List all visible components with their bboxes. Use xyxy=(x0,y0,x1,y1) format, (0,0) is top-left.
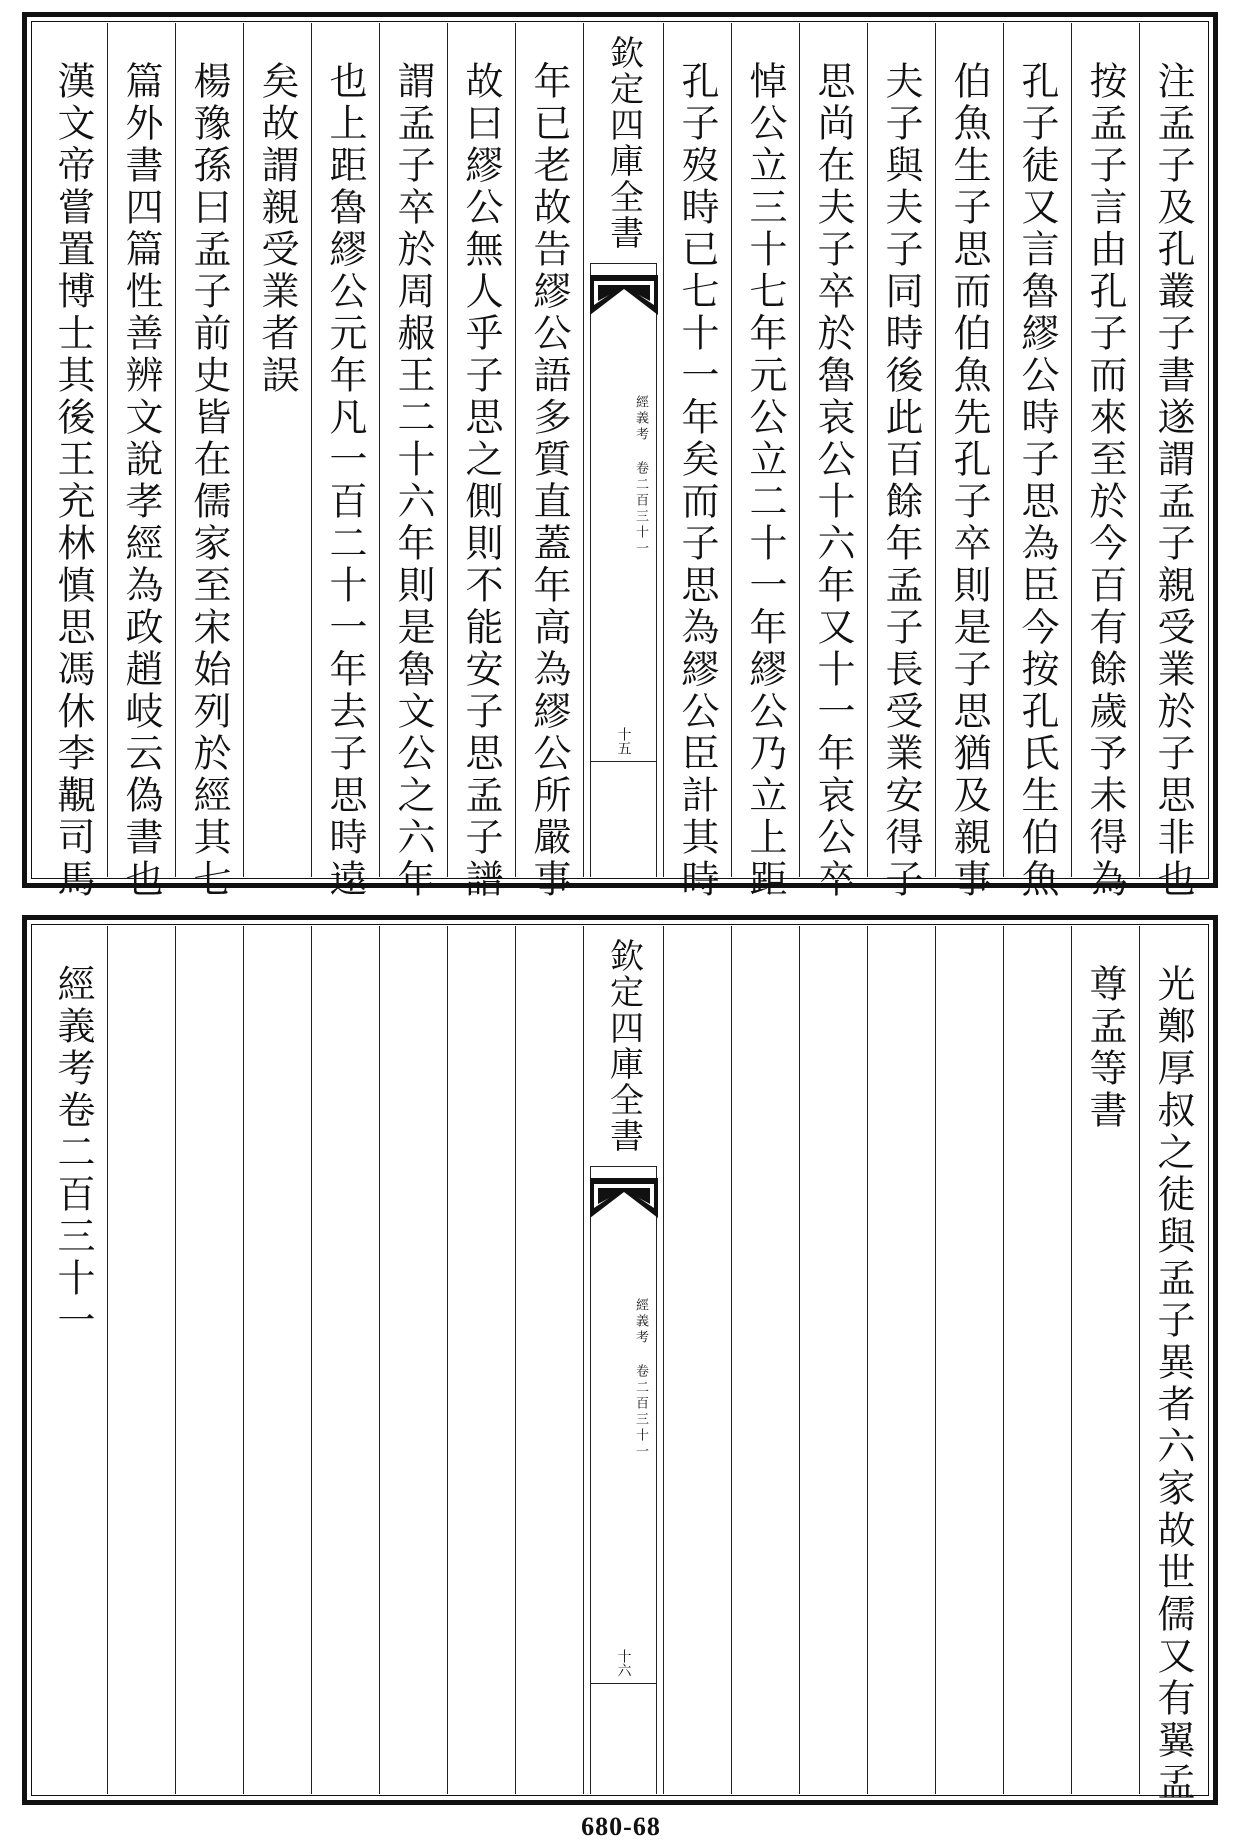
column-text: 夫子與夫子同時後此百餘年孟子長受業安得子 xyxy=(879,61,923,901)
book-title: 欽定四庫全書 xyxy=(590,23,657,264)
column-text: 尊孟等書 xyxy=(1083,964,1127,1132)
text-column xyxy=(311,23,379,901)
text-column xyxy=(799,23,867,901)
folio-number: 十五 xyxy=(590,721,657,762)
text-column xyxy=(1003,23,1071,901)
text-column xyxy=(935,23,1003,901)
column-text: 悼公立三十七年元公立二十一年繆公乃立上距 xyxy=(743,61,787,901)
text-column xyxy=(731,926,799,1794)
text-column xyxy=(175,926,243,1794)
fishtail-ornament-icon xyxy=(590,1178,658,1218)
text-column xyxy=(663,23,731,901)
text-column xyxy=(379,23,447,901)
column-text: 孔子徒又言魯繆公時子思為臣今按孔氏生伯魚 xyxy=(1015,61,1059,901)
column-text: 故曰繆公無人乎子思之側則不能安子思孟子譜 xyxy=(459,61,503,901)
text-column xyxy=(867,926,935,1794)
fishtail-ornament-icon xyxy=(590,275,658,315)
column-text: 楊豫孫曰孟子前史皆在儒家至宋始列於經其七 xyxy=(187,61,231,901)
text-column xyxy=(731,23,799,901)
column-text: 篇外書四篇性善辨文說孝經為政趙岐云偽書也 xyxy=(119,61,163,901)
text-column xyxy=(935,926,1003,1794)
column-text: 注孟子及孔叢子書遂謂孟子親受業於子思非也 xyxy=(1151,61,1195,901)
text-column xyxy=(175,23,243,901)
text-column xyxy=(515,23,583,901)
center-fold-column xyxy=(583,926,663,1794)
text-column xyxy=(1071,926,1139,1794)
column-text: 謂孟子卒於周赧王二十六年則是魯文公之六年 xyxy=(391,61,435,901)
column-text: 年已老故告繆公語多質直蓋年高為繆公所嚴事 xyxy=(527,61,571,901)
top-page-frame xyxy=(22,12,1218,901)
text-column xyxy=(243,926,311,1794)
book-title: 欽定四庫全書 xyxy=(590,926,657,1167)
text-column xyxy=(1071,23,1139,901)
text-column xyxy=(39,23,107,901)
text-column xyxy=(243,23,311,877)
center-fold-column xyxy=(583,23,663,877)
column-text: 經義考卷二百三十一 xyxy=(51,964,95,1342)
text-column xyxy=(799,926,867,1794)
column-text: 按孟子言由孔子而來至於今百有餘歲予未得為 xyxy=(1083,61,1127,901)
text-column xyxy=(447,926,515,1794)
text-column xyxy=(311,926,379,1794)
volume-label: 經義考 卷二百三十一 xyxy=(633,1298,648,1460)
column-text: 矣故謂親受業者誤 xyxy=(255,61,299,397)
top-columns xyxy=(33,23,1207,901)
text-column xyxy=(663,926,731,1794)
text-column xyxy=(379,926,447,1794)
bottom-page-frame xyxy=(22,915,1218,1805)
text-column xyxy=(867,23,935,901)
folio-number: 十六 xyxy=(590,1643,657,1684)
text-column xyxy=(1139,23,1207,901)
column-text: 思尚在夫子卒於魯哀公十六年又十一年哀公卒 xyxy=(811,61,855,901)
text-column xyxy=(515,926,583,1794)
bottom-columns xyxy=(33,926,1207,1804)
text-column xyxy=(447,23,515,901)
text-column xyxy=(1139,926,1207,1804)
column-text: 光鄭厚叔之徒與孟子異者六家故世儒又有翼孟 xyxy=(1151,964,1195,1804)
text-column xyxy=(107,23,175,901)
column-text: 漢文帝嘗置博士其後王充林慎思馮休李覯司馬 xyxy=(51,61,95,901)
column-text: 伯魚生子思而伯魚先孔子卒則是子思猶及親事 xyxy=(947,61,991,901)
column-text: 孔子歿時已七十一年矣而子思為繆公臣計其時 xyxy=(675,61,719,901)
text-column xyxy=(107,926,175,1794)
text-column xyxy=(39,926,107,1794)
text-column xyxy=(1003,926,1071,1794)
volume-label: 經義考 卷二百三十一 xyxy=(633,395,648,557)
column-text: 也上距魯繆公元年凡一百二十一年去子思時遠 xyxy=(323,61,367,901)
page-number: 680-68 xyxy=(581,1812,661,1841)
